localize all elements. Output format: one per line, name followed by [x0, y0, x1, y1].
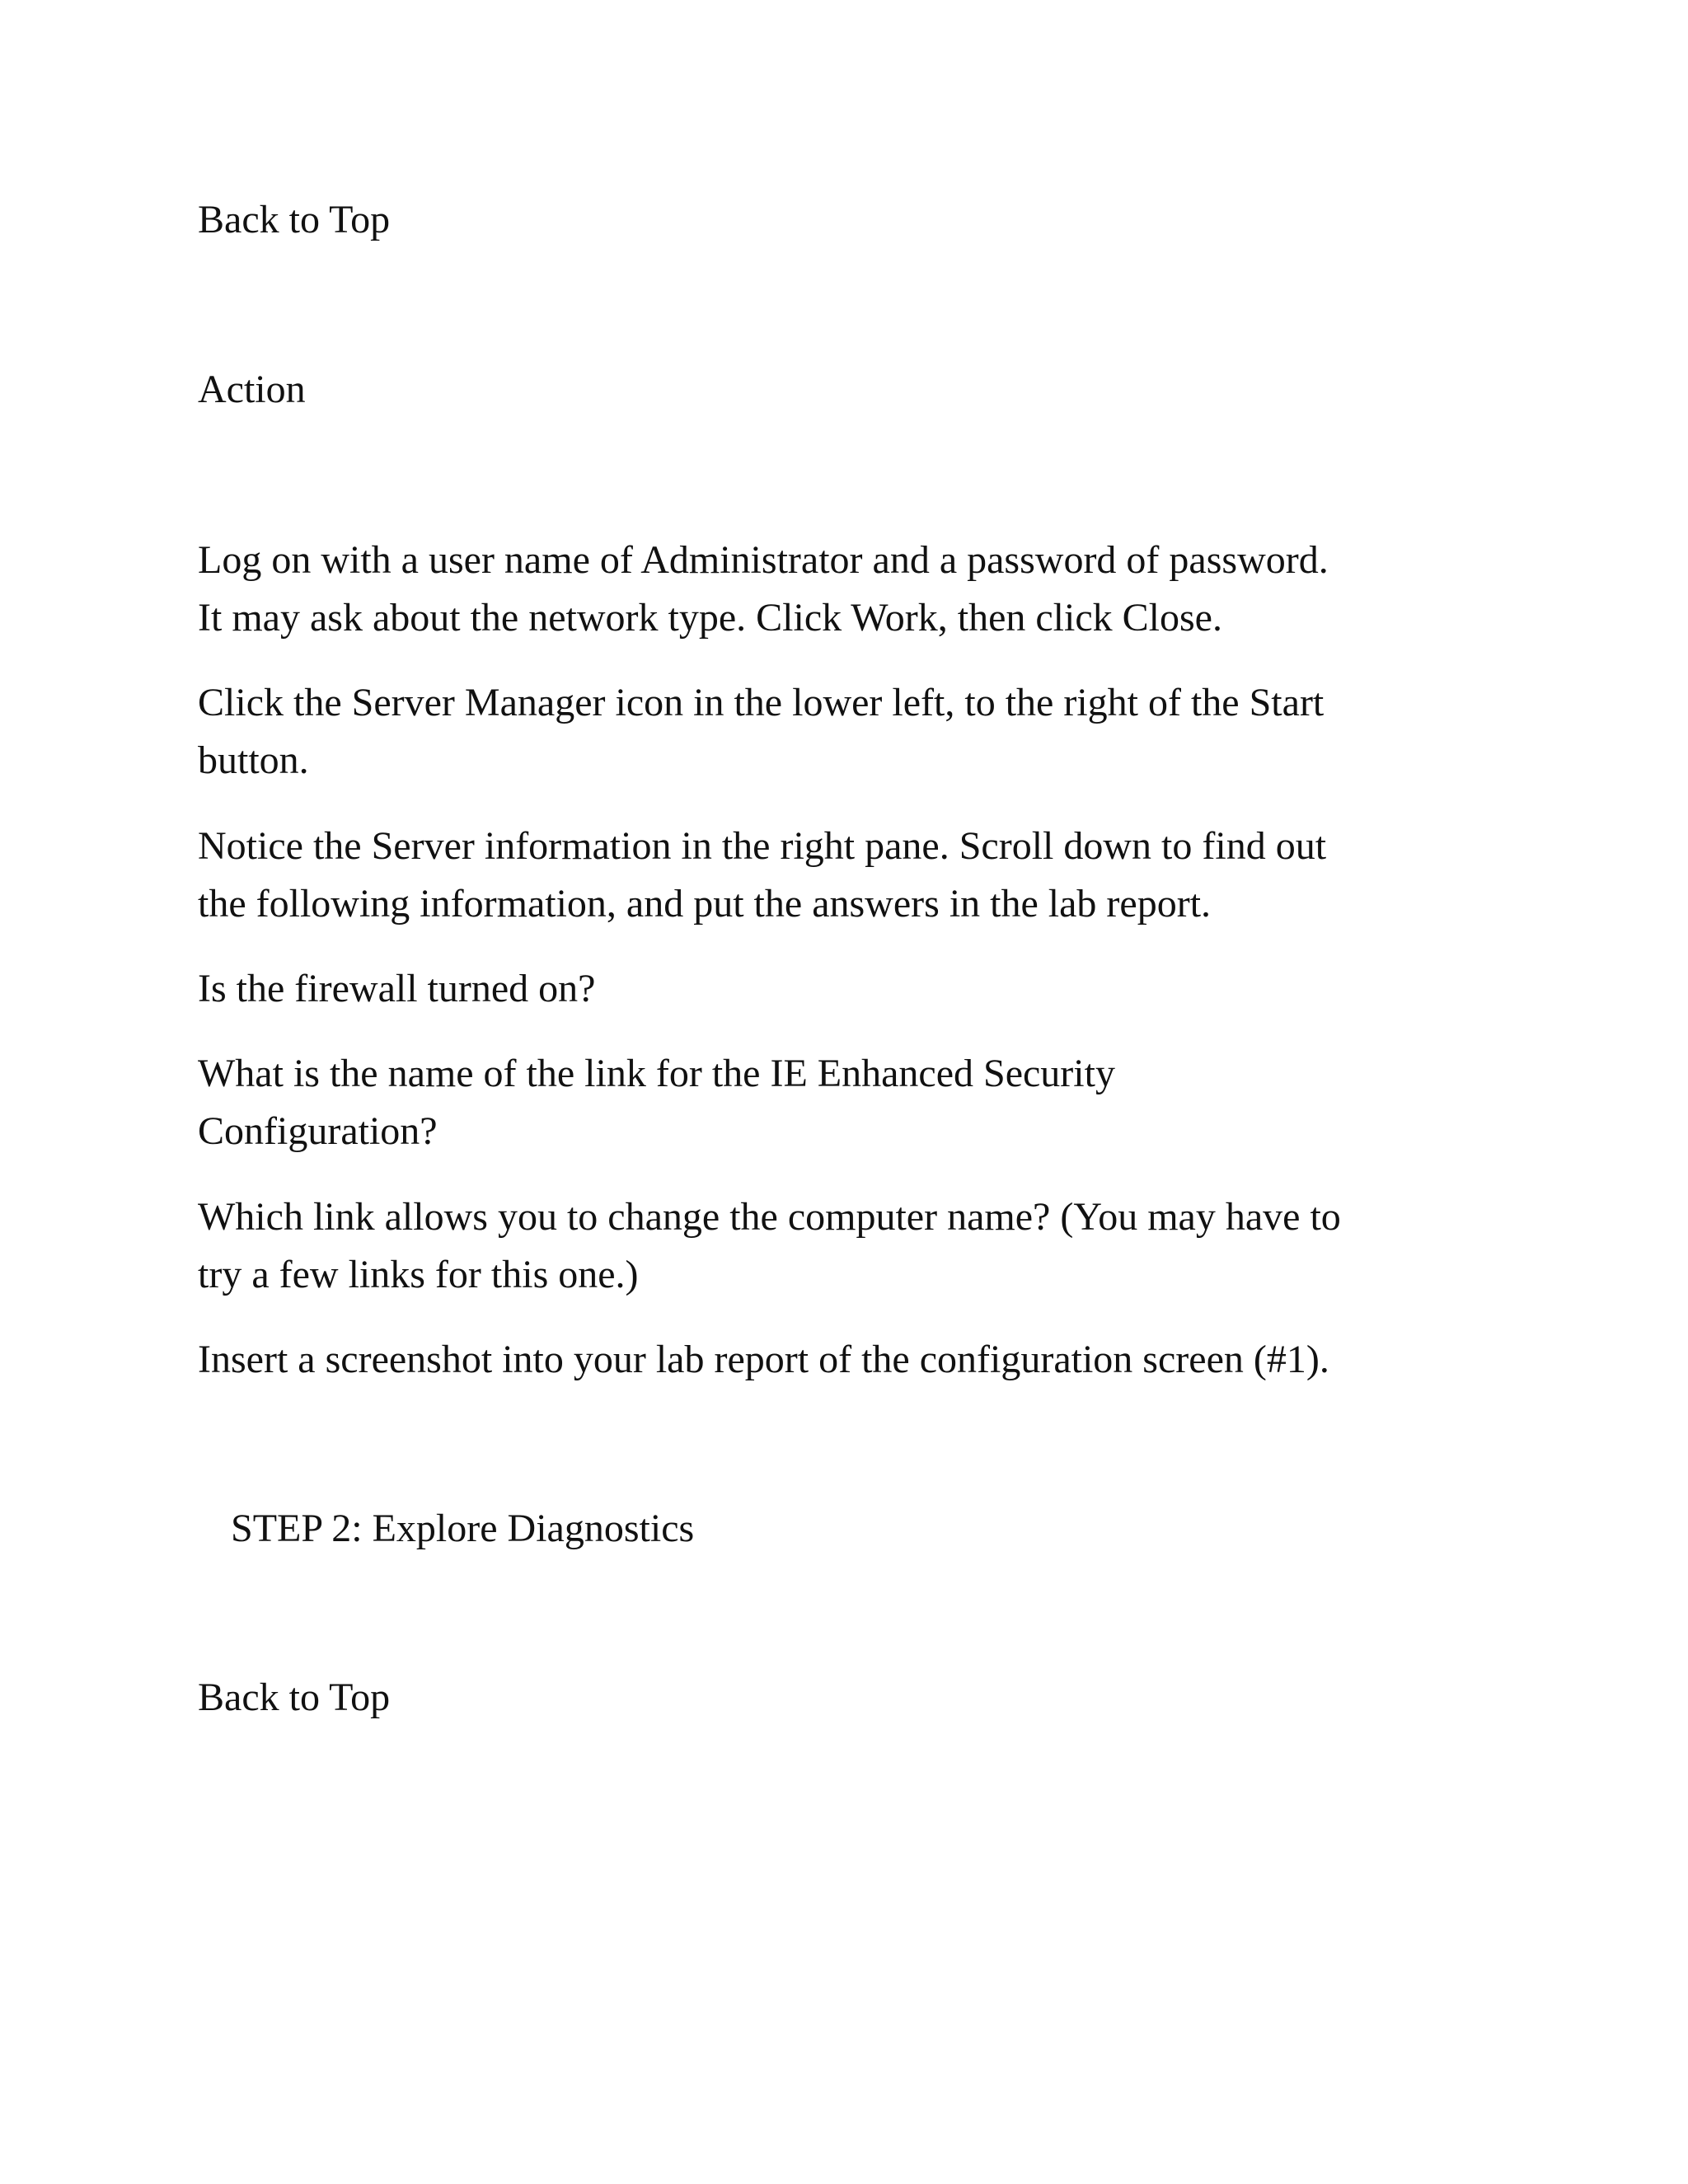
paragraph-server-manager-line-2: button. — [198, 738, 309, 782]
paragraph-server-info-line-2: the following information, and put the answers in the lab report. — [198, 882, 1212, 926]
paragraph-logon-line-1: Log on with a user name of Administrator and a password of password. — [198, 538, 1329, 582]
action-heading: Action — [198, 368, 306, 411]
instruction-screenshot: Insert a screenshot into your lab report of the configuration screen (#1). — [198, 1338, 1329, 1381]
question-computer-name-line-2: try a few links for this one.) — [198, 1253, 639, 1296]
question-ie-security-line-1: What is the name of the link for the IE Enhanced Security — [198, 1052, 1115, 1095]
question-computer-name-line-1: Which link allows you to change the computer name? (You may have to — [198, 1195, 1341, 1239]
back-to-top-link[interactable]: Back to Top — [198, 198, 391, 241]
paragraph-server-info-line-1: Notice the Server information in the right pane. Scroll down to find out — [198, 824, 1327, 868]
paragraph-logon-line-2: It may ask about the network type. Click Work, then click Close. — [198, 596, 1222, 640]
paragraph-server-manager-line-1: Click the Server Manager icon in the lower left, to the right of the Start — [198, 681, 1325, 724]
step-2-heading: STEP 2: Explore Diagnostics — [231, 1507, 695, 1550]
question-ie-security-line-2: Configuration? — [198, 1109, 438, 1153]
back-to-top-link-bottom[interactable]: Back to Top — [198, 1675, 391, 1719]
question-firewall: Is the firewall turned on? — [198, 967, 596, 1010]
